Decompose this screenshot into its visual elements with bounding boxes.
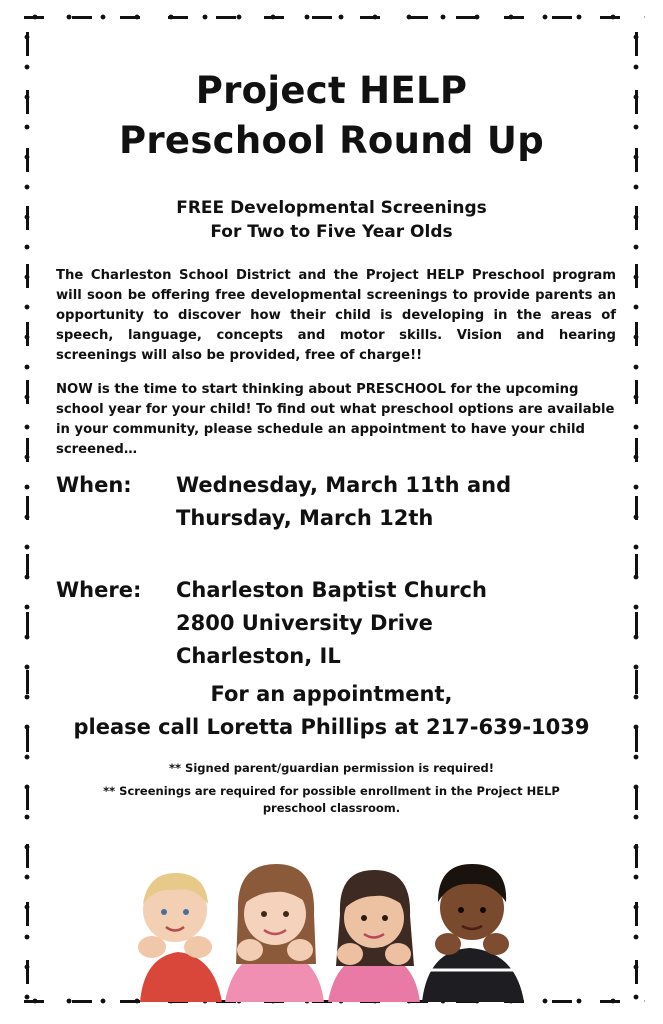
when-label: When:	[56, 473, 132, 497]
enrollment-note: ** Screenings are required for possible enrollment in the Project HELP preschool classroom.	[103, 784, 560, 815]
decorative-border-left	[22, 22, 32, 1000]
subtitle-line-1: FREE Developmental Screenings	[176, 198, 487, 218]
child-1-illustration	[138, 873, 222, 1002]
title-line-2: Preschool Round Up	[118, 119, 545, 162]
child-3-illustration	[328, 870, 420, 1002]
appointment-info	[0, 678, 663, 744]
appointment-line-1: For an appointment,	[210, 682, 453, 706]
decorative-border-top	[18, 12, 645, 22]
child-2-illustration	[225, 864, 324, 1002]
where-city: Charleston, IL	[176, 644, 341, 668]
decorative-border-right	[631, 22, 641, 1000]
title-line-1: Project HELP	[195, 69, 468, 112]
permission-note: ** Signed parent/guardian permission is required!	[169, 761, 494, 775]
preschool-paragraph: NOW is the time to start thinking about PRESCHOOL for the upcoming school year for your child! To find out what preschool options are available in your community, please schedule an appointment to have your child screened…	[56, 382, 615, 457]
where-venue: Charleston Baptist Church	[176, 578, 487, 602]
appointment-line-2: please call Loretta Phillips at 217-639-1039	[73, 715, 590, 739]
when-date-1: Wednesday, March 11th and	[176, 473, 512, 497]
where-label: Where:	[56, 578, 142, 602]
children-photo	[130, 852, 530, 1002]
flyer-title	[0, 66, 663, 166]
subtitle-line-2: For Two to Five Year Olds	[210, 222, 453, 242]
where-street: 2800 University Drive	[176, 611, 433, 635]
flyer-subtitle	[0, 196, 663, 244]
when-date-2: Thursday, March 12th	[176, 506, 434, 530]
child-4-illustration	[422, 864, 524, 1002]
intro-paragraph: The Charleston School District and the Project HELP Preschool program will soon be offering free developmental screenings to provide parents an opportunity to discover how their child is developing in the areas of speech, language, concepts and motor skills. Vision and hearing screenings will also be provided, free of charge!!	[56, 268, 616, 363]
